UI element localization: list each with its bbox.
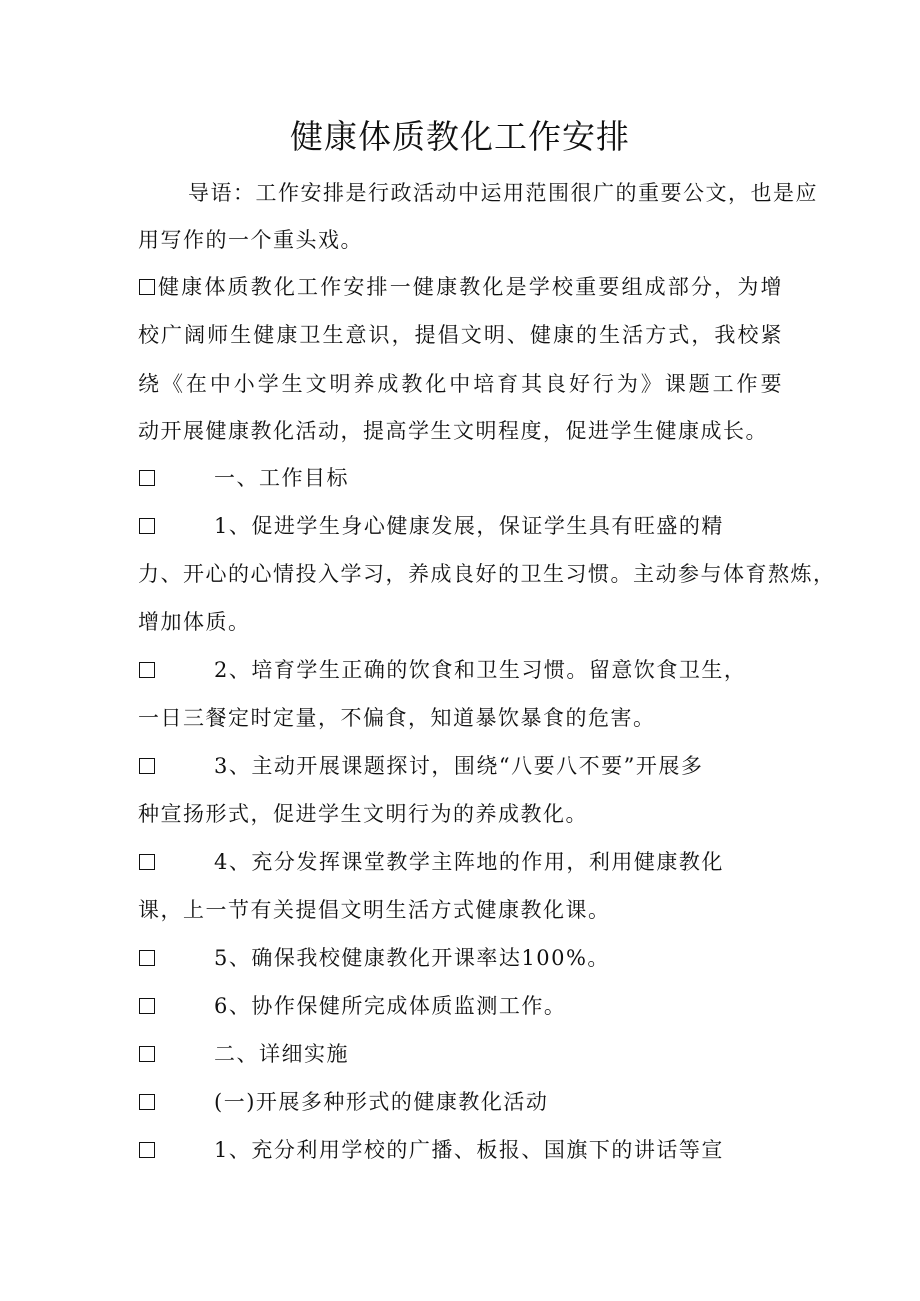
para1-line-3: 绕《在中小学生文明养成教化中培育其良好行为》课题工作要	[138, 372, 783, 396]
para1-line-2: 校广阔师生健康卫生意识，提倡文明、健康的生活方式，我校紧	[138, 323, 783, 347]
intro-line-2: 用写作的一个重头戏。	[138, 228, 363, 252]
section2-heading: 二、详细实施	[214, 1042, 349, 1066]
item1-line-2: 力、开心的心情投入学习，养成良好的卫生习惯。主动参与体育熬炼，	[138, 562, 836, 586]
item1-line-3: 增加体质。	[138, 610, 251, 634]
checkbox-icon	[139, 758, 155, 774]
checkbox-icon	[139, 854, 155, 870]
para1-line-1: 健康体质教化工作安排一健康教化是学校重要组成部分，为增	[158, 275, 783, 299]
checkbox-icon	[139, 998, 155, 1014]
checkbox-icon	[139, 470, 155, 486]
item6: 6、协作保健所完成体质监测工作。	[214, 994, 567, 1018]
checkbox-icon	[139, 662, 155, 678]
subsection1-heading: (一)开展多种形式的健康教化活动	[214, 1090, 549, 1114]
section1-heading: 一、工作目标	[214, 466, 349, 490]
item2-line-2: 一日三餐定时定量，不偏食，知道暴饮暴食的危害。	[138, 706, 656, 730]
item1-line-1: 1、促进学生身心健康发展，保证学生具有旺盛的精	[214, 514, 724, 538]
item3-line-2: 种宣扬形式，促进学生文明行为的养成教化。	[138, 802, 588, 826]
checkbox-icon	[139, 518, 155, 534]
para1-line-4: 动开展健康教化活动，提高学生文明程度，促进学生健康成长。	[138, 419, 768, 443]
checkbox-icon	[139, 1046, 155, 1062]
item7-line-1: 1、充分利用学校的广播、板报、国旗下的讲话等宣	[214, 1138, 724, 1162]
item4-line-2: 课，上一节有关提倡文明生活方式健康教化课。	[138, 898, 611, 922]
document-title: 健康体质教化工作安排	[290, 117, 630, 156]
checkbox-icon	[139, 279, 155, 295]
item4-line-1: 4、充分发挥课堂教学主阵地的作用，利用健康教化	[214, 850, 724, 874]
item3-line-1: 3、主动开展课题探讨，围绕“八要八不要”开展多	[214, 754, 704, 778]
item5: 5、确保我校健康教化开课率达100%。	[214, 946, 610, 970]
checkbox-icon	[139, 950, 155, 966]
checkbox-icon	[139, 1142, 155, 1158]
item2-line-1: 2、培育学生正确的饮食和卫生习惯。留意饮食卫生，	[214, 658, 747, 682]
checkbox-icon	[139, 1094, 155, 1110]
intro-line-1: 导语：工作安排是行政活动中运用范围很广的重要公文，也是应	[188, 181, 818, 205]
